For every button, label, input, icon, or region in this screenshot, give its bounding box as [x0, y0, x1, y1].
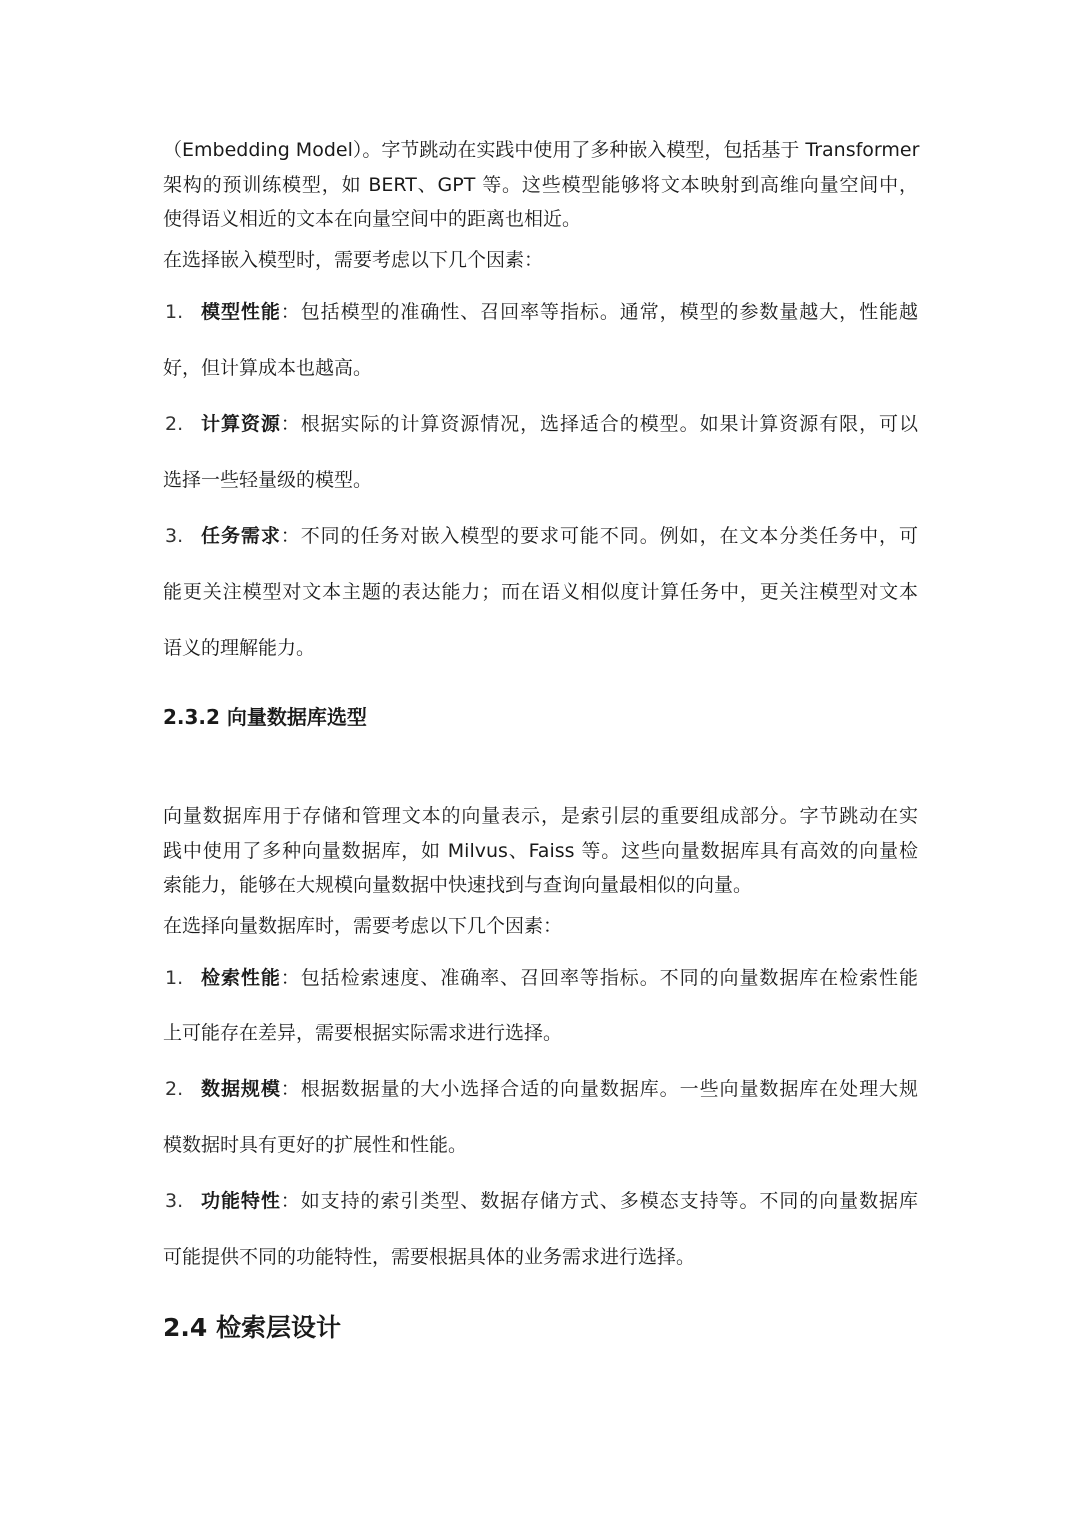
list-item: [201, 411, 918, 437]
list-item: [201, 1188, 918, 1214]
paragraph-line: 架构的预训练模型，如 BERT、GPT 等。这些模型能够将文本映射到高维向量空间中，: [163, 174, 918, 196]
list-item-label: 计算资源: [201, 413, 281, 435]
list-item-text: ：根据数据量的大小选择合适的向量数据库。一些向量数据库在处理大规: [280, 1078, 918, 1100]
list-item-line: 好，但计算成本也越高。: [163, 357, 373, 379]
list-item-text: ：不同的任务对嵌入模型的要求可能不同。例如，在文本分类任务中，可: [280, 525, 918, 547]
list-item-label: 检索性能: [201, 967, 281, 989]
list-item: [201, 299, 918, 325]
list-item: [201, 965, 918, 991]
list-number: 2.: [165, 413, 184, 435]
list-item: [201, 523, 918, 549]
section-heading: 2.3.2 向量数据库选型: [163, 705, 367, 729]
list-item-line: 模数据时具有更好的扩展性和性能。: [163, 1134, 468, 1156]
list-number: 1.: [165, 301, 184, 323]
paragraph-line: 践中使用了多种向量数据库，如 Milvus、Faiss 等。这些向量数据库具有高效的向量检: [163, 840, 918, 862]
list-intro: 在选择向量数据库时，需要考虑以下几个因素：: [163, 915, 563, 937]
list-number: 1.: [165, 967, 184, 989]
paragraph-line: 索能力，能够在大规模向量数据中快速找到与查询向量最相似的向量。: [163, 874, 753, 896]
list-item-line: 语义的理解能力。: [163, 637, 316, 659]
list-item-line: 上可能存在差异，需要根据实际需求进行选择。: [163, 1022, 563, 1044]
paragraph-line: 向量数据库用于存储和管理文本的向量表示，是索引层的重要组成部分。字节跳动在实: [163, 805, 918, 827]
list-item-label: 数据规模: [201, 1078, 281, 1100]
list-number: 3.: [165, 1190, 184, 1212]
list-item-text: ：如支持的索引类型、数据存储方式、多模态支持等。不同的向量数据库: [280, 1190, 918, 1212]
list-item-text: ：包括模型的准确性、召回率等指标。通常，模型的参数量越大，性能越: [280, 301, 918, 323]
paragraph-line: （Embedding Model）。字节跳动在实践中使用了多种嵌入模型，包括基于 Transformer: [163, 139, 920, 161]
list-item-label: 模型性能: [201, 301, 281, 323]
list-item-line: 可能提供不同的功能特性，需要根据具体的业务需求进行选择。: [163, 1246, 696, 1268]
list-item-text: ：包括检索速度、准确率、召回率等指标。不同的向量数据库在检索性能: [280, 967, 918, 989]
list-item-label: 功能特性: [201, 1190, 281, 1212]
list-number: 3.: [165, 525, 184, 547]
section-heading: 2.4 检索层设计: [163, 1313, 341, 1342]
list-item-line: 能更关注模型对文本主题的表达能力；而在语义相似度计算任务中，更关注模型对文本: [163, 581, 918, 603]
paragraph-line: 使得语义相近的文本在向量空间中的距离也相近。: [163, 208, 582, 230]
list-item-text: ：根据实际的计算资源情况，选择适合的模型。如果计算资源有限，可以: [280, 413, 918, 435]
list-number: 2.: [165, 1078, 184, 1100]
list-intro: 在选择嵌入模型时，需要考虑以下几个因素：: [163, 249, 544, 271]
list-item-label: 任务需求: [201, 525, 281, 547]
list-item-line: 选择一些轻量级的模型。: [163, 469, 373, 491]
list-item: [201, 1076, 918, 1102]
